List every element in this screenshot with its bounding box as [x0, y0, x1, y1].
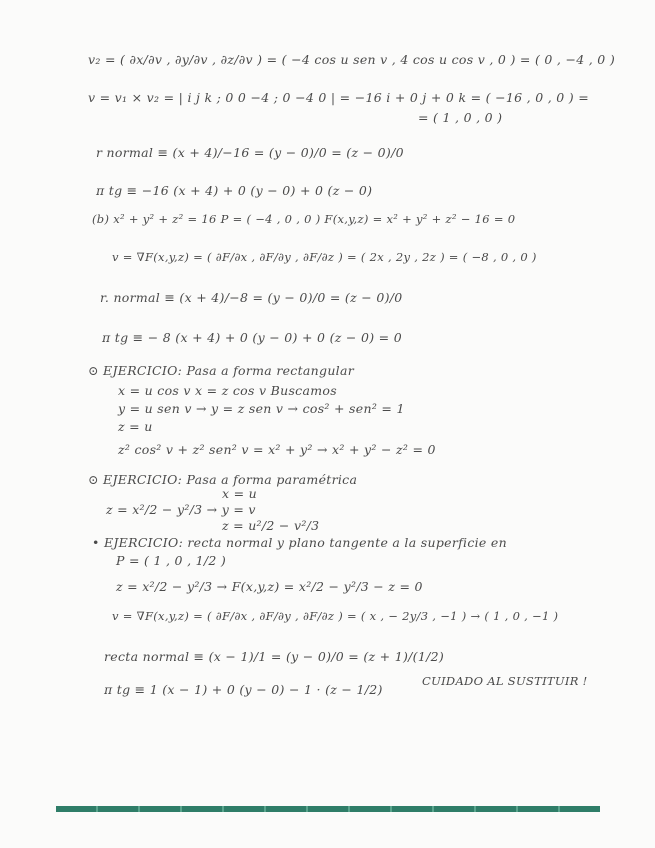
line-24: π tg ≡ 1 (x − 1) + 0 (y − 0) − 1 · (z − 1/2) [104, 682, 383, 697]
line-15: ⊙ EJERCICIO: Pasa a forma paramétrica [88, 472, 358, 487]
line-5: π tg ≡ −16 (x + 4) + 0 (y − 0) + 0 (z − 0) [96, 183, 373, 198]
line-17: z = x²/2 − y²/3 → y = v [106, 502, 256, 517]
line-12: y = u sen v → y = z sen v → cos² + sen² = 1 [118, 401, 405, 416]
line-10: ⊙ EJERCICIO: Pasa a forma rectangular [88, 363, 355, 378]
line-18: z = u²/2 − v²/3 [222, 518, 320, 533]
bottom-color-bar [56, 806, 600, 812]
line-11: x = u cos v x = z cos v Buscamos [118, 383, 337, 398]
line-7: v = ∇F(x,y,z) = ( ∂F/∂x , ∂F/∂y , ∂F/∂z ) = ( 2x , 2y , 2z ) = ( −8 , 0 , 0 ) [112, 250, 537, 264]
line-22: v = ∇F(x,y,z) = ( ∂F/∂x , ∂F/∂y , ∂F/∂z ) = ( x , − 2y/3 , −1 ) → ( 1 , 0 , −1 ) [112, 609, 559, 623]
line-23: recta normal ≡ (x − 1)/1 = (y − 0)/0 = (z + 1)/(1/2) [104, 649, 445, 664]
line-2: v = v₁ × v₂ = | i j k ; 0 0 −4 ; 0 −4 0 | = −16 i + 0 j + 0 k = ( −16 , 0 , 0 ) = [88, 90, 590, 105]
line-1: v₂ = ( ∂x/∂v , ∂y/∂v , ∂z/∂v ) = ( −4 cos u sen v , 4 cos u cos v , 0 ) = ( 0 , −4 , 0 ) [88, 52, 616, 67]
line-6: (b) x² + y² + z² = 16 P = ( −4 , 0 , 0 ) F(x,y,z) = x² + y² + z² − 16 = 0 [92, 212, 516, 226]
line-3: = ( 1 , 0 , 0 ) [418, 110, 503, 125]
line-13: z = u [118, 419, 153, 434]
line-20: P = ( 1 , 0 , 1/2 ) [116, 553, 227, 568]
line-16: x = u [222, 486, 258, 501]
line-19: • EJERCICIO: recta normal y plano tangente a la superficie en [92, 535, 507, 550]
line-9: π tg ≡ − 8 (x + 4) + 0 (y − 0) + 0 (z − 0) = 0 [102, 330, 402, 345]
line-25: CUIDADO AL SUSTITUIR ! [422, 674, 588, 688]
line-14: z² cos² v + z² sen² v = x² + y² → x² + y² − z² = 0 [118, 442, 436, 457]
line-21: z = x²/2 − y²/3 → F(x,y,z) = x²/2 − y²/3 − z = 0 [116, 579, 423, 594]
line-8: r. normal ≡ (x + 4)/−8 = (y − 0)/0 = (z − 0)/0 [100, 290, 403, 305]
line-4: r normal ≡ (x + 4)/−16 = (y − 0)/0 = (z − 0)/0 [96, 145, 404, 160]
